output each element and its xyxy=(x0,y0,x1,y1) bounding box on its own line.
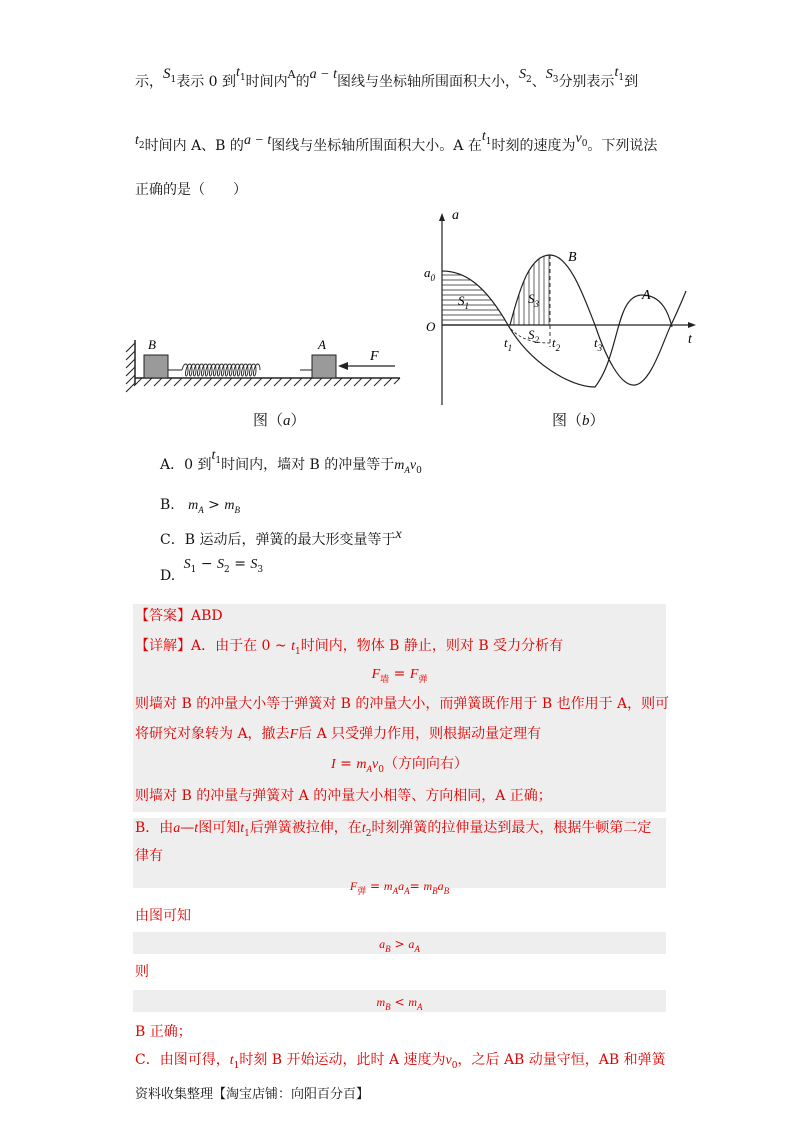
equation-5: $m_B < m_A$ xyxy=(376,995,423,1012)
equation-1: $F_墙 = F_弹$ xyxy=(371,666,428,685)
option-B: B. $m_A > m_B$ xyxy=(160,497,240,515)
option-C: C．B 运动后，弹簧的最大形变量等于x xyxy=(160,527,402,548)
question-line-3: 正确的是（ ） xyxy=(135,182,247,198)
question-line-1: 示，$S^1$表示 0 到$t^1$时间内$^A$的a − t图线与坐标轴所围面积大小，$S^2$、$S^3$分别表示$t^1$到 xyxy=(135,65,639,90)
answer-line-4: 将研究对象转为 A，撤去F后 A 只受弹力作用，则根据动量定理有 xyxy=(135,726,542,742)
answer-line-3: 则墙对 B 的冲量大小等于弹簧对 B 的冲量大小，而弹簧既作用于 B 也作用于 A，则可 xyxy=(135,696,670,712)
figure-b-caption: 图（b） xyxy=(552,411,605,429)
label-t2: $t_2$ xyxy=(552,335,561,353)
axis-label-a: a xyxy=(452,208,459,223)
equation-4: $a_B > a_A$ xyxy=(379,937,420,954)
answer-line-9: 则 xyxy=(135,964,149,980)
curve-A xyxy=(442,271,672,387)
label-S3: $S_3$ xyxy=(528,291,539,309)
option-D: D. $S_1 - S_2 = S_3$ xyxy=(160,556,264,584)
S3-hatching xyxy=(514,245,549,325)
label-t3: $t_3$ xyxy=(594,335,603,353)
axis-label-t: t xyxy=(688,332,692,347)
option-A: A．0 到$t^1$时间内，墙对 B 的冲量等于$m_Av_0$ xyxy=(160,448,422,476)
figure-a-caption: 图（a） xyxy=(253,411,306,429)
answer-detail-A-intro: 【详解】A．由于在 0 ~ $t_1$时间内，物体 B 静止，则对 B 受力分析有 xyxy=(135,638,564,657)
equation-2: $I = m_Av_0$（方向向右） xyxy=(331,756,468,775)
block-B xyxy=(144,355,168,378)
label-F: F xyxy=(370,349,379,364)
answer-line-7: 律有 xyxy=(135,848,163,864)
label-curve-A: A xyxy=(642,288,651,303)
label-curve-B: B xyxy=(568,250,577,265)
question-line-2: t2时间内 A、B 的a − t图线与坐标轴所围面积大小。A 在$t^1$时刻的速度为$v^0$。下列说法 xyxy=(135,129,658,154)
answer-line-8: 由图可知 xyxy=(135,908,191,924)
block-A xyxy=(312,355,336,378)
footer-text: 资料收集整理【淘宝店铺：向阳百分百】 xyxy=(135,1087,370,1102)
answer-line-6: B．由a—t图可知$t_1$后弹簧被拉伸，在$t_2$时刻弹簧的拉伸量达到最大，根据牛顿第二定 xyxy=(135,820,652,839)
a0-label: $a_0$ xyxy=(424,265,435,283)
answer-line-10: B 正确； xyxy=(135,1024,192,1040)
answer-line-11: C．由图可得，$t_1$时刻 B 开始运动，此时 A 速度为$v_0$，之后 AB 动量守恒，AB 和弹簧 xyxy=(135,1052,666,1071)
spring xyxy=(182,364,260,376)
figure-b-a-t-graph xyxy=(420,205,710,410)
label-t1: $t_1$ xyxy=(504,335,513,353)
S1-hatching xyxy=(442,275,520,320)
label-B: B xyxy=(148,337,156,352)
origin-label: O xyxy=(426,319,436,334)
label-S2: $S_2$ xyxy=(528,327,539,345)
equation-3: $F_弹 = m_Aa_A= m_Ba_B$ xyxy=(349,879,450,897)
label-S1: $S_1$ xyxy=(458,293,469,311)
label-A: A xyxy=(318,337,326,352)
answer-label: 【答案】ABD xyxy=(135,608,223,624)
answer-line-5: 则墙对 B 的冲量与弹簧对 A 的冲量大小相等、方向相同，A 正确； xyxy=(135,788,552,804)
